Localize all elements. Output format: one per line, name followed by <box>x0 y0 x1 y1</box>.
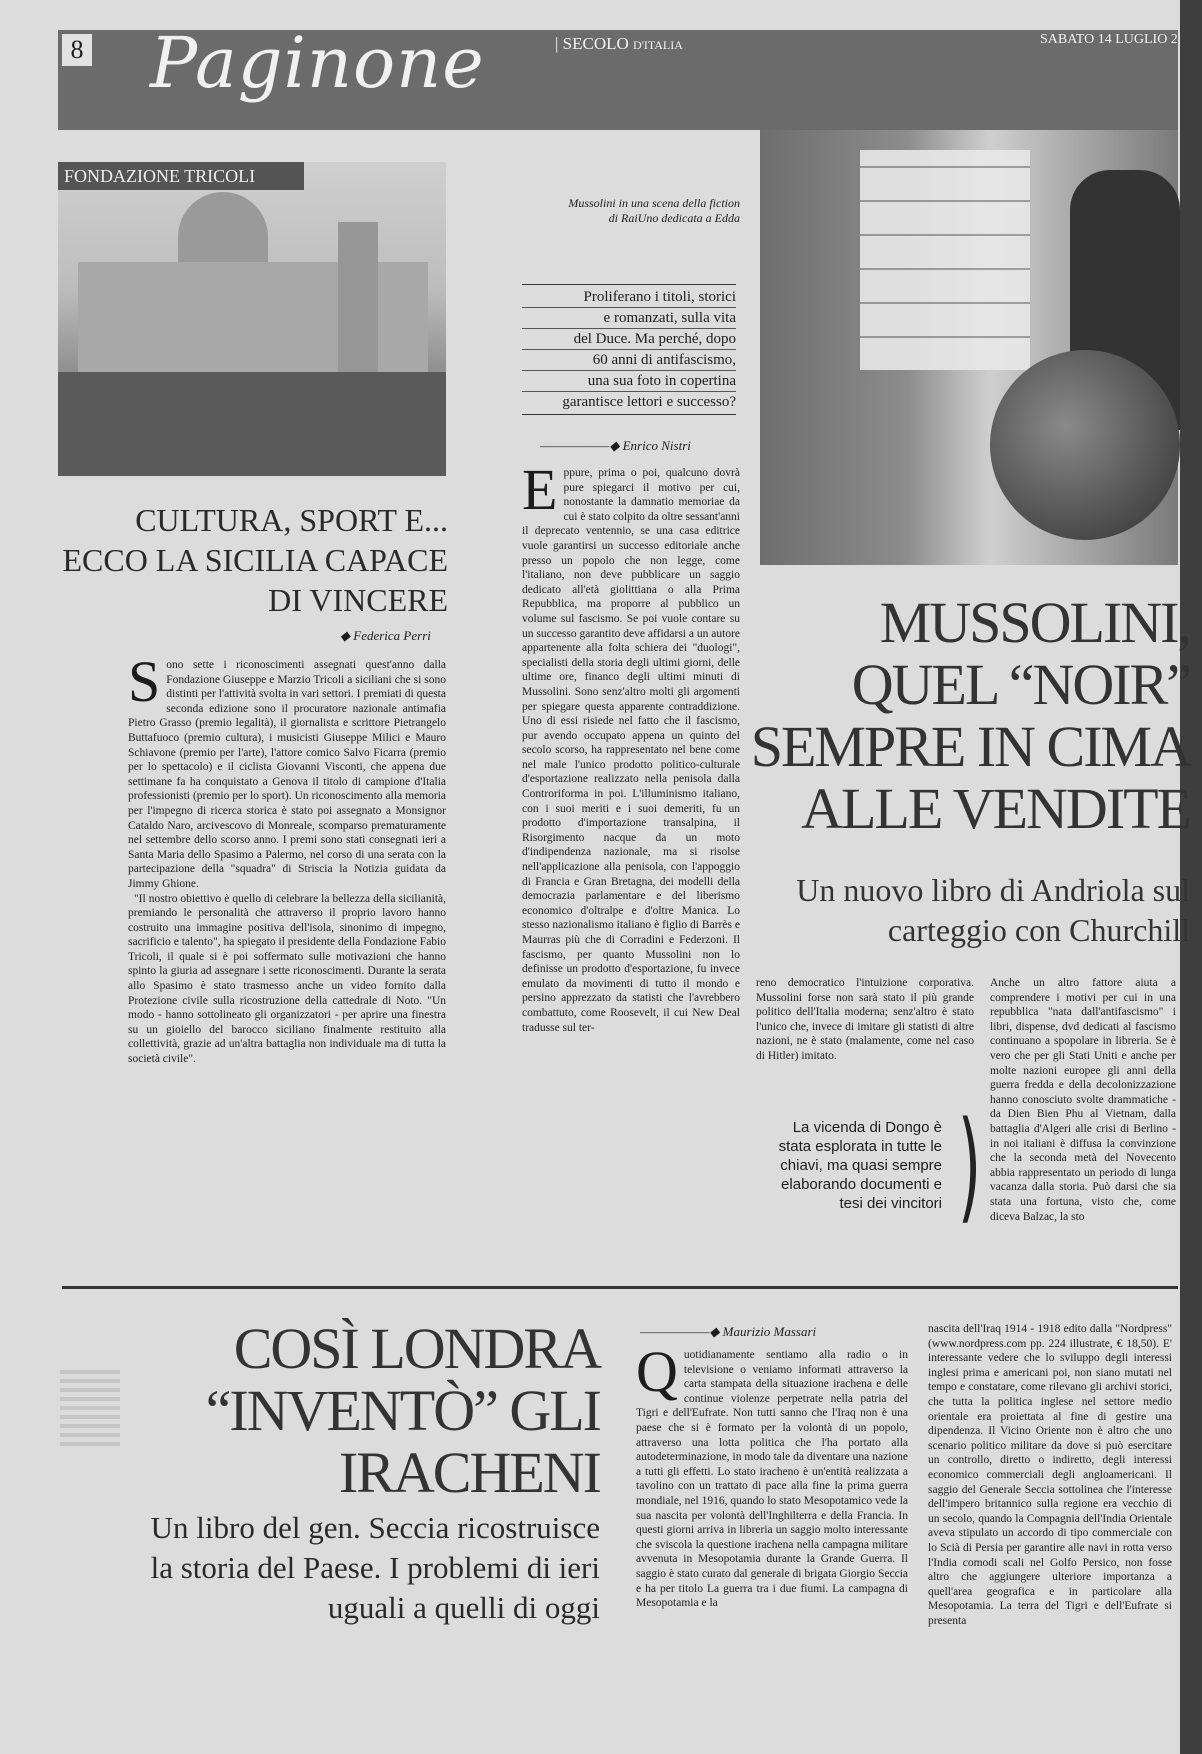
article-mussolini-col2: reno democratico l'intuizione corporativa. Mussolini forse non sarà stato il più grande politico dell'Italia moderna; senz'altro è stato l'unico che, invece di imitare gli statisti di altre nazioni, ne è stato (malamente, come nel caso di Hitler) imitato. <box>756 977 974 1062</box>
newspaper-name-text: SECOLO <box>562 34 629 53</box>
body-paragraph: ppure, prima o poi, qualcuno dovrà pure spiegarci il motivo per cui, nonostante la damnatio memoriae da cui è stato colpito da oltre sessant'anni il deprecato ventennio, se una casa editrice vuole garantirsi un successo editoriale anche presso un popolo che non legge, come l'italiano, non deve pubblicare un saggio dedicato all'età giolittiana o alla Prima Repubblica, ma proporre al pubblico un volume sul fascismo. Se poi vuole contare su un successo garantito deve affidarsi a un autore appartenente alla folta schiera dei "duologi", specialisti della storia degli ultimi giorni, delle ultime ore, financo degli ultimi minuti di Mussolini. Sono senz'altro molti gli argomenti per spiegare questa apparente contraddizione. Uno di essi risiede nel fatto che il fascismo, pur avendo occupato appena un quinto del secolo scorso, ha rappresentato nel bene come nel male l'unico prodotto politico-culturale d'esportazione realizzato nella penisola dalla Controriforma in poi. L'illuminismo italiano, con i suoi meriti e i suoi demeriti, fu un prodotto d'importazione transalpina, il Risorgimento nacque da un moto d'indipendenza nazionale, ma si risolse nell'applicazione alla penisola, con l'appoggio di Francia e Gran Bretagna, dei modelli della democrazia parlamentare e del liberismo economico d'oltralpe e d'oltre Manica. Lo stesso nazionalismo italiano è figlio di Barrès e Maurras più che di Corradini e Federzoni. Il fascismo, per quanto Mussolini non lo definisse un prodotto d'esportazione, fu invece emulato da movimenti di tutto il mondo e persino apprezzato da statisti che l'avrebbero combattuto, come Roosevelt, il cui New Deal tradusse sul ter- <box>522 467 740 1034</box>
palermo-cathedral-photo <box>58 162 446 476</box>
section-divider <box>62 1286 1178 1289</box>
pull-quote-line: Proliferano i titoli, storici <box>522 287 736 308</box>
pull-quote <box>522 284 736 415</box>
pull-quote-line: una sua foto in copertina <box>522 371 736 392</box>
dropcap: Q <box>636 1339 678 1404</box>
article-iraq-col2: nascita dell'Iraq 1914 - 1918 edito dalla "Nordpress" (www.nordpress.com pp. 224 illustrate, € 18,50). E' interessante vedere che lo sviluppo degli interessi inglesi prima e americani poi, non siano mutati nel tempo e constatare, come rilevano gli archivi storici, che tutta la politica inglese nel settore medio orientale era proiettata al fine di gestire una dipendenza. Il Vicino Oriente non è altro che uno scenario politico militare da dove si può esercitare un controllo, diretto o indiretto, degli interessi economico commerciali degli angloamericani. Il saggio del Generale Seccia sottolinea che l'interesse dell'impero britannico sulla regione era vecchio di un secolo, quando la Compagnia dell'India Orientale aveva stipulato un accordo di tipo commerciale con lo Scià di Persia per garantire alle navi in rotta verso l'India comodi scali nel Golfo Persico, non fosse altro che aggiungere ulteriore importanza a quell'area geografica e in particolare alla Mesopotamia. La terra del Tigri e dell'Eufrate si presenta <box>928 1323 1172 1627</box>
byline-mussolini-name: Enrico Nistri <box>622 438 691 453</box>
body-paragraph: ono sette i riconoscimenti assegnati quest'anno dalla Fondazione Giuseppe e Marzio Tricoli a siciliani che si sono distinti per l'attività svolta in vari settori. I premiati di questa seconda edizione sono il procuratore nazionale antimafia Pietro Grasso (premio legalità), il giornalista e scrittore Pietrangelo Buttafuoco (premio cultura), i musicisti Giuseppe Milici e Mauro Schiavone (premio per l'arte), l'attore comico Salvo Ficarra (premio per lo spettacolo) e il ciclista Giovanni Visconti, che appena due settimane fa ha conquistato a Genova il titolo di campione d'Italia professionisti (premio per lo sport). Un riconoscimento alla memoria per l'impegno di ricerca storica è stato poi assegnato a Monsignor Cataldo Naro, arcivescovo di Monreale, scomparso prematuramente nel settembre dello scorso anno. I premi sono stati consegnati ieri a Santa Maria dello Spasimo a Palermo, nel corso di una serata con la partecipazione della "squadra" di Striscia la Notizia guidata da Jimmy Ghione. <box>128 659 446 890</box>
byline-iraq: ——————◆ Maurizio Massari <box>640 1324 817 1339</box>
byline-mussolini: ——————◆ Enrico Nistri <box>540 438 691 453</box>
byline-iraq-name: Maurizio Massari <box>722 1324 817 1339</box>
pull-quote-line: garantisce lettori e successo? <box>562 394 736 410</box>
byline-sicily-name: Federica Perri <box>353 628 431 643</box>
article-sicily-body <box>128 649 447 1264</box>
article-mussolini-col1 <box>522 457 740 1262</box>
newspaper-name: | SECOLO D'ITALIA <box>555 34 683 53</box>
issue-date: SABATO 14 LUGLIO 2 <box>1040 32 1178 47</box>
mussolini-fiction-photo <box>760 130 1178 565</box>
pull-quote-line: e romanzati, sulla vita <box>522 308 736 329</box>
section-title: Paginone <box>150 22 485 104</box>
headline-mussolini: MUSSOLINI, QUEL “NOIR” SEMPRE IN CIMA ALLE VENDITE <box>750 590 1190 841</box>
article-iraq-col1 <box>636 1339 908 1738</box>
pull-quote-line: del Duce. Ma perché, dopo <box>522 329 736 350</box>
section-tag: FONDAZIONE TRICOLI <box>58 162 304 190</box>
deck-mussolini: Un nuovo libro di Andriola sul carteggio con Churchill <box>796 872 1190 948</box>
newspaper-suffix: D'ITALIA <box>633 38 683 52</box>
byline-sicily: ◆ Federica Perri <box>340 628 431 643</box>
dropcap: S <box>128 649 161 714</box>
body-paragraph: uotidianamente sentiamo alla radio o in televisione o veniamo informati attraverso la carta stampata della situazione irachena e delle continue violenze perpetrate nella patria del Tigri e dell'Eufrate. Non tutti sanno che l'Iraq non è una paese che si è formato per la volontà di un popolo, attraverso una lotta politica che l'ha portato alla autodeterminazione, in modo tale da diventare una nazione a tutti gli effetti. Lo stato iracheno è un'entità realizzata a tavolino con un trattato di pace alla fine la prima guerra mondiale, nel 1916, quando lo stato Mesopotamico vede la sua nascita per volontà dell'Inghilterra e della Francia. In questi giorni arriva in libreria un saggio molto interessante che sviscola la questione irachena nella campagna militare avvenuta in Mesopotamia durante la Grande Guerra. Il saggio è stato curato dal generale di brigata Giorgio Seccia e ha per titolo La guerra tra i due fiumi. La campagna di Mesopotamia e la <box>636 1349 908 1610</box>
article-mussolini-col3: Anche un altro fattore aiuta a comprendere i motivi per cui in una repubblica "nata dall'antifascismo" i libri, dispense, dvd dedicati al fascismo continuano a spopolare in libreria. Se è vero che per gli Stati Uniti e anche per molte nazioni europee gli anni della guerra fredda e della decolonizzazione hanno conosciuto svolte drammatiche - da Dien Bien Phu al Vietnam, dalla battaglia d'Algeri alle crisi di Berlino - in noi italiani è diffusa la convinzione che la seconda metà del Novecento abbia rappresentato un periodo di lunga vacanza dalla storia. Può darsi che sia stata una fortuna, visto che, come diceva Balzac, la sto <box>990 977 1176 1223</box>
dropcap: E <box>522 457 558 522</box>
quote-bracket: ) <box>957 1097 982 1236</box>
deck-iraq: Un libro del gen. Seccia ricostruisce la storia del Paese. I problemi di ieri uguali a quelli di oggi <box>150 1510 600 1625</box>
headline-sicily: CULTURA, SPORT E... ECCO LA SICILIA CAPACE DI VINCERE <box>62 502 448 618</box>
photo-caption: Mussolini in una scena della fiction di RaiUno dedicata a Edda <box>568 196 740 225</box>
pull-quote-line: 60 anni di antifascismo, <box>522 350 736 371</box>
quote-dongo: La vicenda di Dongo è stata esplorata in tutte le chiavi, ma quasi sempre elaborando documenti e tesi dei vincitori <box>778 1119 942 1212</box>
headline-iraq: COSÌ LONDRA “INVENTÒ” GLI IRACHENI <box>205 1316 600 1505</box>
bleed-through-text <box>60 1370 120 1450</box>
body-paragraph: "Il nostro obiettivo è quello di celebrare la bellezza della sicilianità, premiando le personalità che attraverso il proprio lavoro hanno costruito una immagine positiva dell'isola, sinonimo di impegno, sacrificio e talento", ha spiegato il presidente della Fondazione Fabio Tricoli, il quale si è poi soffermato sulle motivazioni che hanno spinto la giuria ad assegnare i sette riconoscimenti. Durante la serata allo Spasimo è stato trasmesso anche un video fornito dalla Protezione civile sulla ricostruzione della cattedrale di Noto. "Un modo - hanno sottolineato gli organizzatori - per aprire una finestra su un gioiello del barocco siciliano finalmente restituito alla collettività, grazie ad un'altra battaglia non individuale ma di tutta la società civile". <box>128 892 447 1066</box>
page-number: 8 <box>62 34 92 66</box>
